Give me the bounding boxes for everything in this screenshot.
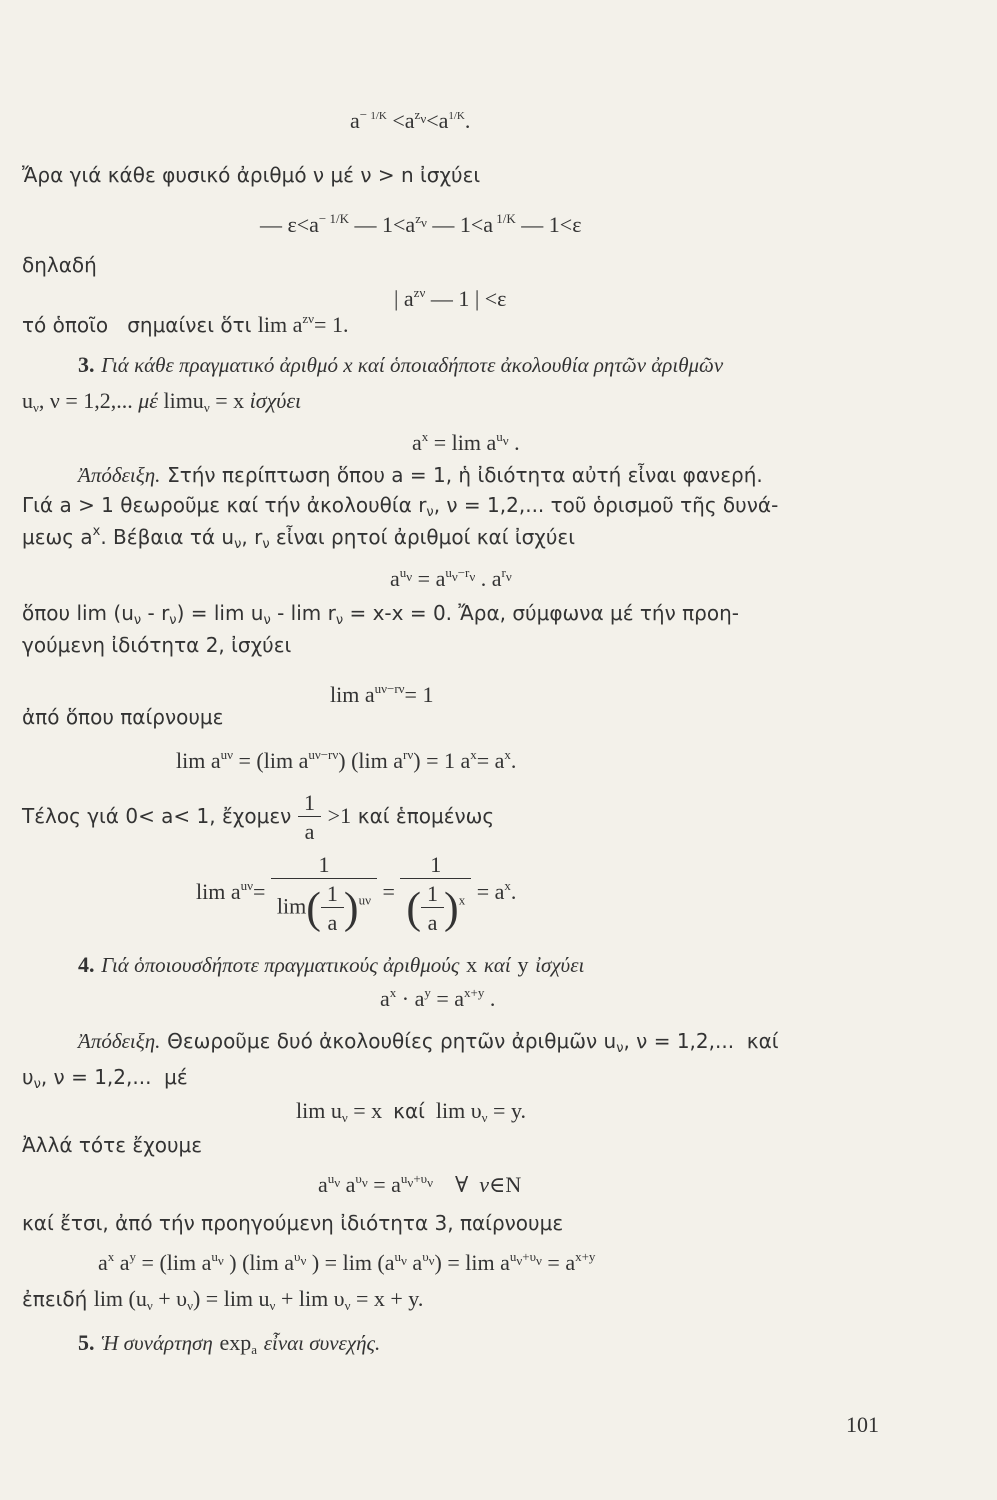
text-line: ἐπειδή $\lim (u_\nu + \upsilon_\nu) = \lim u_\nu + \lim \upsilon_\nu = x + y$. bbox=[22, 1286, 424, 1313]
formula-bounds: $a^{- 1/K} <a^{z_\nu}<a^{1/K}$. bbox=[350, 107, 471, 133]
formula-abs: | $a^{z\nu}$ — 1 | <ε bbox=[394, 285, 507, 311]
text-line: καί ἔτσι, ἀπό τήν προηγούμενη ἰδιότητα 3, παίρνουμε bbox=[22, 1211, 564, 1235]
formula-ax: $a^x = \lim a^{u_\nu}$ . bbox=[412, 429, 520, 455]
formula-split: $a^{u_\nu} = a^{u_\nu-r_\nu}$ . $a^{r_\nu}$ bbox=[390, 565, 512, 591]
proof-3-start: Ἀπόδειξη. Στήν περίπτωση ὅπου a = 1, ἡ ἰδιότητα αὐτή εἶναι φανερή. bbox=[78, 463, 763, 487]
theorem-3: 3. Γιά κάθε πραγματικό ἀριθμό x καί ὁποιαδήποτε ἀκολουθία ρητῶν ἀριθμῶν bbox=[78, 352, 724, 377]
page-number: 101 bbox=[846, 1412, 879, 1437]
text-line: Ἄρα γιά κάθε φυσικό ἀριθμό ν μέ ν > n ἰσχύει bbox=[22, 163, 481, 187]
text-line: δηλαδή bbox=[22, 253, 97, 277]
text-line-frac: Τέλος γιά 0< a< 1, ἔχομεν $\frac{1}{a}$ >1 καί ἑπομένως bbox=[22, 790, 495, 844]
text-line: $\upsilon_\nu$, ν = 1,2,... μέ bbox=[22, 1065, 188, 1092]
formula-limits: $\lim u_\nu = x$ καί $\lim \upsilon_\nu = y$. bbox=[296, 1098, 527, 1125]
theorem-5: 5. Ἡ συνάρτηση $\exp_a$ εἶναι συνεχής. bbox=[78, 1330, 381, 1357]
formula-reciprocal: $\lim a^{u\nu}=$ 1 lim( $\frac{1}{a}$ )$^{u\nu}$ = 1 ( $\frac{1}{a}$ )$^x$ = $a^x$. bbox=[196, 852, 517, 935]
text-line: Γιά a > 1 θεωροῦμε καί τήν ἀκολουθία $r_\nu$, ν = 1,2,... τοῦ ὁρισμοῦ τῆς δυνά- bbox=[22, 493, 779, 520]
text-line: γούμενη ἰδιότητα 2, ἰσχύει bbox=[22, 633, 292, 657]
text-line: μεως $a^x$. Βέβαια τά $u_\nu$, $r_\nu$ εἶναι ρητοί ἀριθμοί καί ἰσχύει bbox=[22, 524, 575, 552]
proof-4-start: Ἀπόδειξη. Θεωροῦμε δυό ἀκολουθίες ρητῶν ἀριθμῶν $u_\nu$, ν = 1,2,... καί bbox=[78, 1029, 779, 1056]
formula-lim-one: $\lim a^{u\nu-r\nu}= 1$ bbox=[330, 681, 434, 707]
formula-sum-exp: $a^x \cdot a^y = a^{x+y}$ . bbox=[380, 985, 496, 1011]
theorem-4: 4. Γιά ὁποιουσδήποτε πραγματικούς ἀριθμούς x καί y ἰσχύει bbox=[78, 952, 585, 977]
text-line: ὅπου $\lim (u_\nu - r_\nu) = \lim u_\nu - \lim r_\nu = x-x = 0$. Ἄρα, σύμφωνα μέ τήν προη- bbox=[22, 601, 739, 628]
theorem-3-cont: $u_\nu$, ν = 1,2,... μέ limu$_\nu$ = x ἰσχύει bbox=[22, 388, 302, 415]
formula-product-seq: $a^{u_\nu}$ $a^{\upsilon_\nu} = a^{u_\nu+\upsilon_\nu}$ ∀ ν∈N bbox=[318, 1171, 522, 1197]
text-line: ἀπό ὅπου παίρνουμε bbox=[22, 705, 224, 729]
text-line: τό ὁποῖο σημαίνει ὅτι $\lim a^{z\nu}= 1$. bbox=[22, 311, 349, 337]
formula-chain: $a^x$ $a^y = (\lim$ $a^{u_\nu}$ ) (lim $a^{\upsilon_\nu}$ ) = $\lim (a^{u_\nu}$ $a^{\upsilon_\nu}) = \lim a^{u_\nu+\upsilon_\nu} = a^{x+y}$ bbox=[98, 1249, 596, 1275]
formula-lim-product: $\lim a^{u\nu} = (\lim$ $a^{u\nu-r\nu}$) (lim $a^{r\nu}) = 1$ $a^x= a^x$. bbox=[176, 747, 517, 773]
formula-epsilon-bounds: — $\varepsilon<a^{- 1/K}$ — $1<a^{z_\nu}$ — 1<a $^{1/K}$ — 1<ε bbox=[260, 211, 582, 237]
text-line: Ἀλλά τότε ἔχουμε bbox=[22, 1133, 203, 1157]
